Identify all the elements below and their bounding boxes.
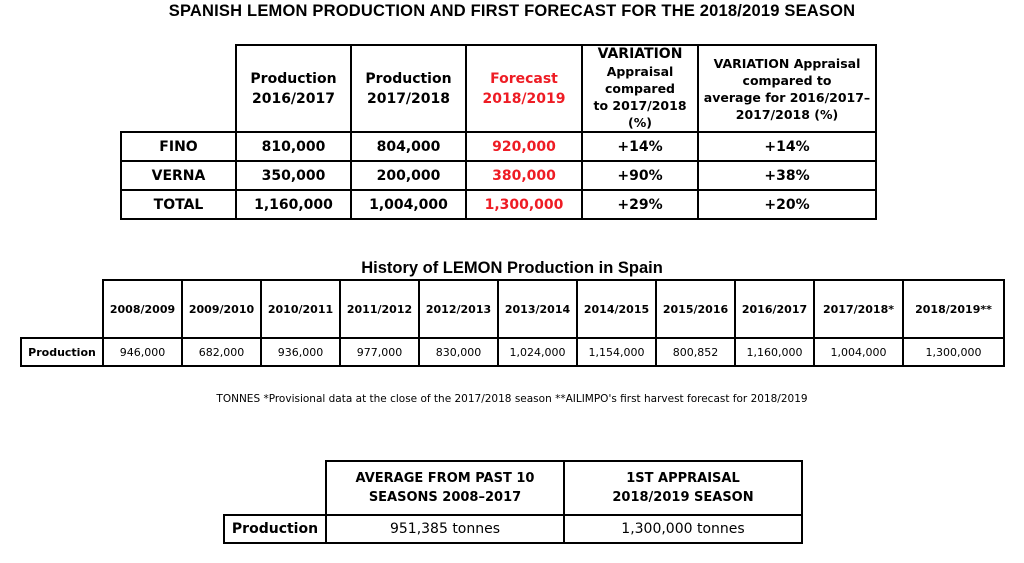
season-header: 2016/2017 bbox=[735, 280, 814, 338]
table-row bbox=[121, 190, 876, 219]
header-variation-vs-average: VARIATION Appraisal compared to average for 2016/2017– 2017/2018 (%) bbox=[698, 45, 876, 132]
header-production-2017-2018: Production 2017/2018 bbox=[351, 45, 466, 132]
table-cell: 1,004,000 bbox=[351, 190, 466, 219]
footnote: TONNES *Provisional data at the close of the 2017/2018 season **AILIMPO's first harvest forecast for 2018/2019 bbox=[216, 393, 808, 405]
table-cell: 951,385 tonnes bbox=[326, 515, 564, 543]
table-corner bbox=[224, 461, 326, 515]
table-row bbox=[121, 161, 876, 190]
table-cell: 920,000 bbox=[466, 132, 582, 161]
season-header: 2012/2013 bbox=[419, 280, 498, 338]
table-cell: 1,160,000 bbox=[236, 190, 351, 219]
table-row bbox=[21, 338, 1004, 366]
table-cell: 810,000 bbox=[236, 132, 351, 161]
table-cell: 1,300,000 bbox=[903, 338, 1004, 366]
forecast-header-row bbox=[121, 45, 876, 132]
row-label-production: Production bbox=[224, 515, 326, 543]
history-header-row bbox=[21, 280, 1004, 338]
table-cell: 804,000 bbox=[351, 132, 466, 161]
header-average-past-10: AVERAGE FROM PAST 10 SEASONS 2008–2017 bbox=[326, 461, 564, 515]
header-production-2016-2017: Production 2016/2017 bbox=[236, 45, 351, 132]
page-title: SPANISH LEMON PRODUCTION AND FIRST FORECAST FOR THE 2018/2019 SEASON bbox=[168, 2, 856, 20]
row-label-fino: FINO bbox=[121, 132, 236, 161]
table-cell: 682,000 bbox=[182, 338, 261, 366]
table-corner bbox=[121, 45, 236, 132]
table-cell: 380,000 bbox=[466, 161, 582, 190]
season-header: 2018/2019** bbox=[903, 280, 1004, 338]
table-cell: 350,000 bbox=[236, 161, 351, 190]
season-header: 2010/2011 bbox=[261, 280, 340, 338]
row-label-verna: VERNA bbox=[121, 161, 236, 190]
row-label-production: Production bbox=[21, 338, 103, 366]
history-title: History of LEMON Production in Spain bbox=[361, 259, 663, 277]
header-first-appraisal: 1ST APPRAISAL 2018/2019 SEASON bbox=[564, 461, 802, 515]
table-cell: +14% bbox=[582, 132, 698, 161]
table-cell: +20% bbox=[698, 190, 876, 219]
season-header: 2013/2014 bbox=[498, 280, 577, 338]
table-cell: 200,000 bbox=[351, 161, 466, 190]
table-cell: +38% bbox=[698, 161, 876, 190]
season-header: 2009/2010 bbox=[182, 280, 261, 338]
season-header: 2014/2015 bbox=[577, 280, 656, 338]
season-header: 2011/2012 bbox=[340, 280, 419, 338]
table-row bbox=[224, 515, 802, 543]
table-cell: 977,000 bbox=[340, 338, 419, 366]
table-cell: +14% bbox=[698, 132, 876, 161]
summary-table bbox=[223, 460, 803, 544]
table-corner bbox=[21, 280, 103, 338]
season-header: 2015/2016 bbox=[656, 280, 735, 338]
row-label-total: TOTAL bbox=[121, 190, 236, 219]
season-header: 2008/2009 bbox=[103, 280, 182, 338]
table-cell: 1,300,000 bbox=[466, 190, 582, 219]
history-table bbox=[20, 279, 1005, 367]
table-cell: 1,024,000 bbox=[498, 338, 577, 366]
header-variation-vs-2017-2018: VARIATION Appraisal compared to 2017/2018 (%) bbox=[582, 45, 698, 132]
table-row bbox=[121, 132, 876, 161]
table-cell: 1,300,000 tonnes bbox=[564, 515, 802, 543]
table-cell: 800,852 bbox=[656, 338, 735, 366]
table-cell: 946,000 bbox=[103, 338, 182, 366]
table-cell: 1,160,000 bbox=[735, 338, 814, 366]
summary-header-row bbox=[224, 461, 802, 515]
header-forecast-2018-2019: Forecast 2018/2019 bbox=[466, 45, 582, 132]
season-header: 2017/2018* bbox=[814, 280, 903, 338]
table-cell: 830,000 bbox=[419, 338, 498, 366]
table-cell: 936,000 bbox=[261, 338, 340, 366]
table-cell: 1,154,000 bbox=[577, 338, 656, 366]
table-cell: +90% bbox=[582, 161, 698, 190]
table-cell: +29% bbox=[582, 190, 698, 219]
table-cell: 1,004,000 bbox=[814, 338, 903, 366]
forecast-table bbox=[120, 44, 877, 220]
